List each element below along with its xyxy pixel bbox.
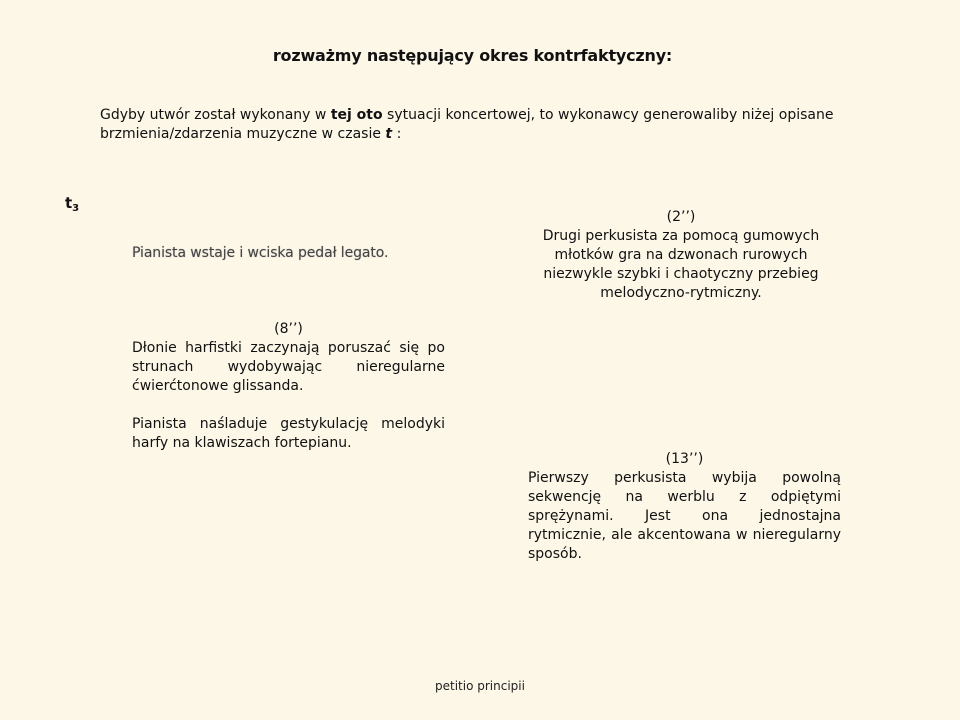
- intro-paragraph: [100, 106, 845, 144]
- percussion1-duration: (13’’): [665, 451, 704, 467]
- intro-emphasis: tej oto: [330, 107, 383, 123]
- percussion2-duration: (2’’): [666, 209, 696, 225]
- harp-duration: (8’’): [274, 321, 303, 337]
- intro-text-3: :: [392, 126, 402, 142]
- time-label: [65, 194, 79, 214]
- pianist-imitation-text: Pianista naśladuje gestykulację melodyki harfy na klawiszach fortepianu.: [132, 416, 445, 451]
- pianist-rise-text: Pianista wstaje i wciska pedał legato.: [132, 245, 389, 261]
- percussion1-block: [528, 450, 841, 564]
- intro-text-2: sytuacji koncertowej, to wykonawcy generowaliby niżej opisane brzmienia/zdarzenia muzyczne w czasie: [100, 107, 834, 142]
- footer: petitio principii: [435, 679, 525, 693]
- intro-text-1: Gdyby utwór został wykonany w: [100, 107, 331, 123]
- percussion2-text: Drugi perkusista za pomocą gumowych młotków gra na dzwonach rurowych niezwykle szybki i chaotyczny przebieg melodyczno-rytmiczny.: [542, 228, 820, 301]
- time-label-letter: t: [65, 194, 73, 212]
- slide-title: rozważmy następujący okres kontrfaktyczny:: [272, 46, 673, 65]
- time-label-index: 3: [72, 203, 80, 214]
- intro-time-variable: t: [385, 126, 393, 142]
- harp-text: Dłonie harfistki zaczynają poruszać się po strunach wydobywając nieregularne ćwierćtonowe glissanda.: [132, 340, 445, 394]
- percussion2-block: [522, 208, 840, 303]
- harp-block: [132, 320, 445, 453]
- percussion1-text: Pierwszy perkusista wybija powolną sekwencję na werblu z odpiętymi sprężynami. Jest ona jednostajna rytmicznie, ale akcentowana w nieregularny sposób.: [528, 470, 841, 562]
